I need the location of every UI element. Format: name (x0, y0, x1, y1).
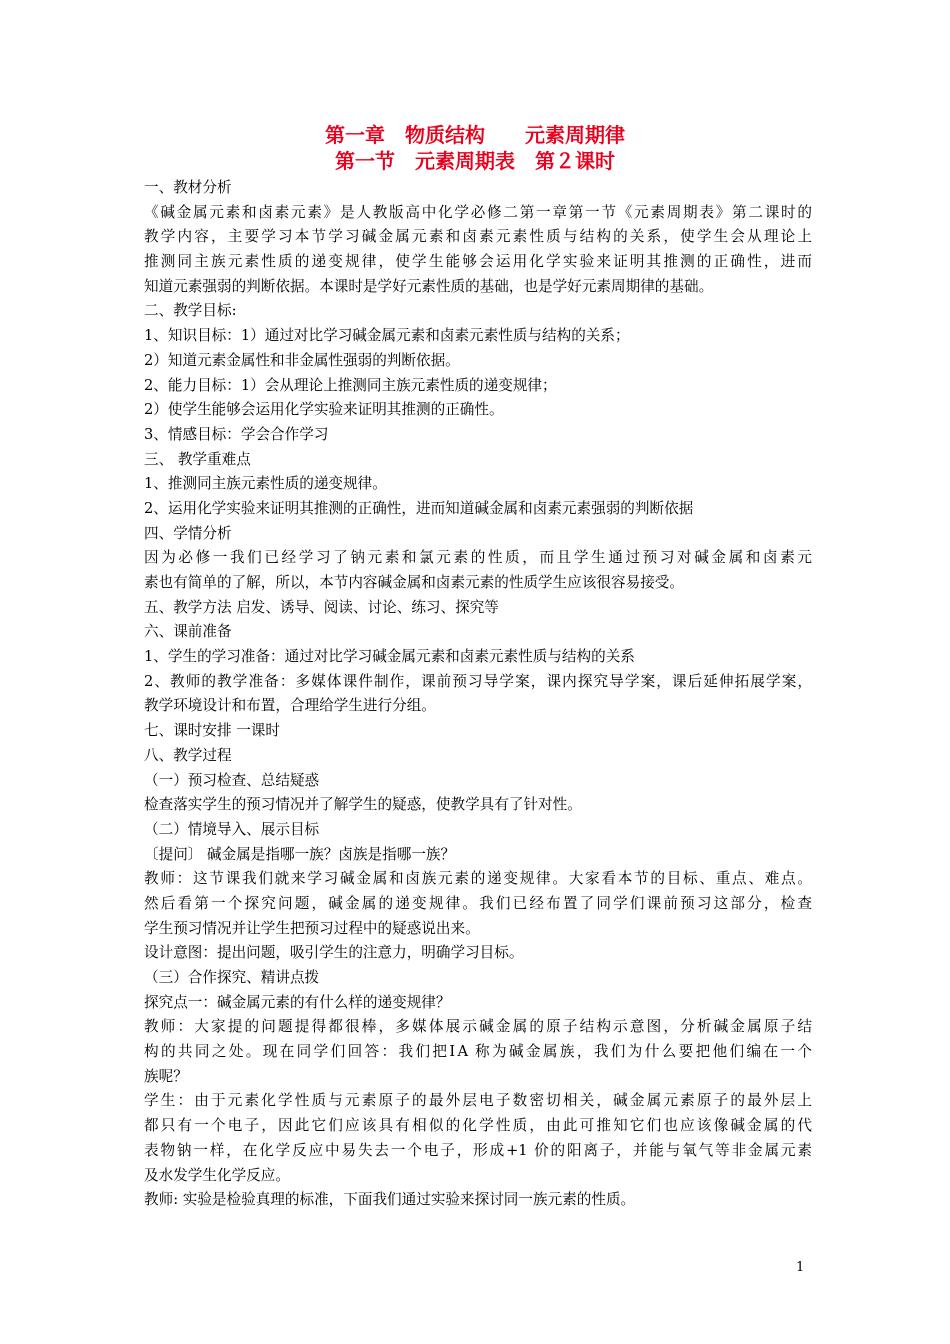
section-title: 第一节 元素周期表 第２课时 (335, 149, 615, 173)
body-line: 二、教学目标: (144, 302, 237, 320)
body-line: （三）合作探究、精讲点拨 (144, 969, 320, 986)
body-line: 八、教学过程 (144, 746, 232, 764)
body-line: 七、课时安排 一课时 (144, 722, 280, 740)
body-line: （一）预习检查、总结疑惑 (144, 771, 320, 789)
body-line: 构的共同之处。现在同学们回答：我们把ⅠA 称为碱金属族，我们为什么要把他们编在一个 (144, 1043, 812, 1061)
body-line: 探究点一：碱金属元素的有什么样的递变规律？ (144, 993, 451, 1011)
body-line: 〔提问〕 碱金属是指哪一族？卤族是指哪一族？ (144, 845, 456, 863)
body-line: 然后看第一个探究问题，碱金属的递变规律。我们已经布置了同学们课前预习这部分，检查 (144, 894, 812, 912)
body-line: 设计意图：提出问题，吸引学生的注意力，明确学习目标。 (144, 944, 524, 962)
body-line: 《碱金属元素和卤素元素》是人教版高中化学必修二第一章第一节《元素周期表》第二课时的 (144, 203, 812, 221)
body-line: 1、学生的学习准备：通过对比学习碱金属元素和卤素元素性质与结构的关系 (144, 648, 635, 666)
body-line: 2）知道元素金属性和非金属性强弱的判断依据。 (144, 351, 460, 369)
body-line: 教学内容，主要学习本节学习碱金属元素和卤素元素性质与结构的关系，使学生会从理论上 (144, 228, 812, 246)
body-line: 因为必修一我们已经学习了钠元素和氯元素的性质，而且学生通过预习对碱金属和卤素元 (144, 549, 812, 567)
document-body (144, 176, 812, 1213)
body-line: 1、推测同主族元素性质的递变规律。 (144, 475, 387, 493)
body-line: 学生：由于元素化学性质与元素原子的最外层电子数密切相关，碱金属元素原子的最外层上 (144, 1092, 812, 1110)
page-number: 1 (796, 1260, 805, 1275)
body-line: 知道元素强弱的判断依据。本课时是学好元素性质的基础，也是学好元素周期律的基础。 (144, 277, 714, 295)
body-line: 3、情感目标：学会合作学习 (144, 425, 329, 443)
body-line: 表物钠一样，在化学反应中易失去一个电子，形成+1 价的阳离子，并能与氧气等非金属元素 (144, 1141, 812, 1159)
body-line: 2）使学生能够会运用化学实验来证明其推测的正确性。 (144, 401, 504, 419)
body-line: 都只有一个电子，因此它们应该具有相似的化学性质，由此可推知它们也应该像碱金属的代 (144, 1117, 812, 1135)
body-line: 推测同主族元素性质的递变规律，使学生能够会运用化学实验来证明其推测的正确性，进而 (144, 253, 812, 271)
body-line: 1、知识目标：1）通过对比学习碱金属元素和卤素元素性质与结构的关系； (144, 327, 630, 345)
body-line: 六、课前准备 (144, 623, 232, 641)
body-line: 族呢？ (144, 1067, 188, 1085)
body-line: 教师：这节课我们就来学习碱金属和卤族元素的递变规律。大家看本节的目标、重点、难点。 (144, 870, 812, 888)
chapter-title: 第一章 物质结构 元素周期律 (325, 123, 625, 147)
body-line: 五、教学方法 启发、诱导、阅读、讨论、练习、探究等 (144, 598, 499, 616)
body-line: 素也有简单的了解，所以，本节内容碱金属和卤素元素的性质学生应该很容易接受。 (144, 574, 684, 591)
body-line: 2、教师的教学准备：多媒体课件制作，课前预习导学案，课内探究导学案，课后延伸拓展学案， (144, 672, 812, 690)
body-line: 教学环境设计和布置，合理给学生进行分组。 (144, 697, 436, 715)
body-line: 2、能力目标：1）会从理论上推测同主族元素性质的递变规律； (144, 376, 557, 394)
body-line: （二）情境导入、展示目标 (144, 820, 320, 838)
body-line: 教师: 实验是检验真理的标准，下面我们通过实验来探讨同一族元素的性质。 (144, 1191, 636, 1209)
document-title (0, 122, 950, 174)
body-line: 学生预习情况并让学生把预习过程中的疑惑说出来。 (144, 919, 480, 937)
body-line: 一、教材分析 (144, 179, 232, 196)
body-line: 2、运用化学实验来证明其推测的正确性，进而知道碱金属和卤素元素强弱的判断依据 (144, 499, 694, 517)
body-line: 检查落实学生的预习情况并了解学生的疑惑，使教学具有了针对性。 (144, 796, 582, 814)
body-line: 四、学情分析 (144, 524, 232, 542)
body-line: 三、 教学重难点 (144, 450, 251, 468)
body-line: 教师：大家提的问题提得都很棒，多媒体展示碱金属的原子结构示意图，分析碱金属原子结 (144, 1018, 812, 1036)
body-line: 及水发学生化学反应。 (144, 1166, 290, 1184)
